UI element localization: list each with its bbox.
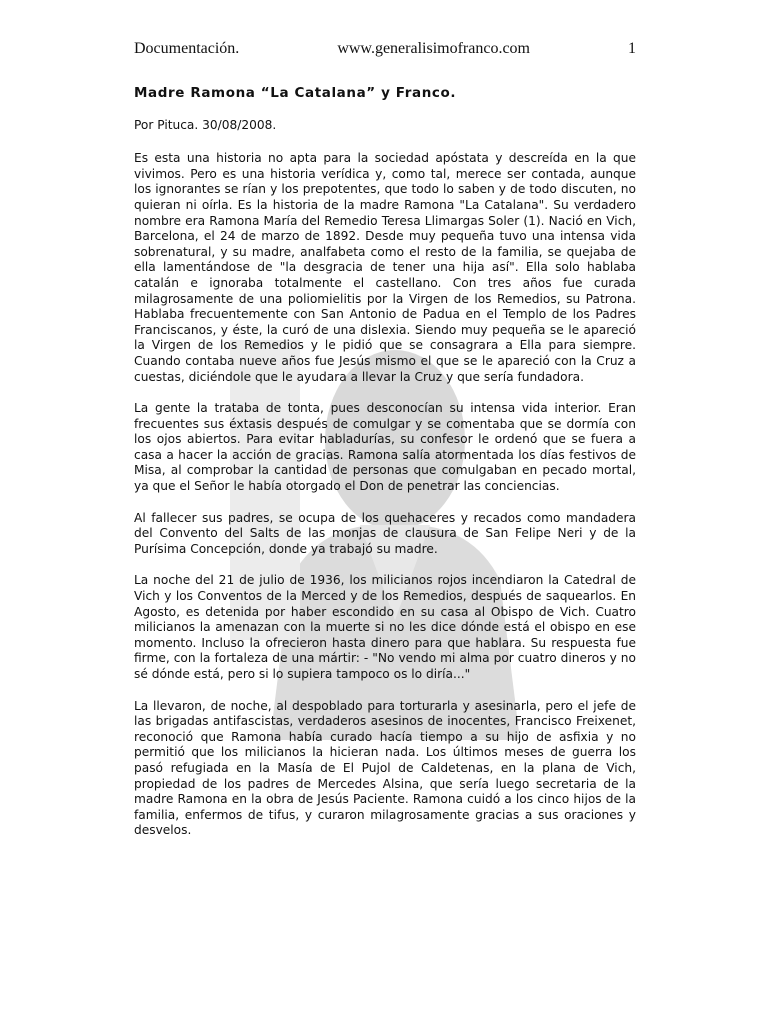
paragraph: La noche del 21 de julio de 1936, los milicianos rojos incendiaron la Catedral de Vich y los Conventos de la Merced y de los Remedios, después de saquearlos. En Agosto, es detenida por haber escondido en su casa al Obispo de Vich. Cuatro milicianos la amenazan con la muerte si no les dice dónde está el obispo en ese momento. Incluso la ofrecieron hasta dinero para que hablara. Su respuesta fue firme, con la fortaleza de una mártir: - "No vendo mi alma por cuatro dineros y no sé dónde está, pero si lo supiera tampoco os lo diría..." (134, 573, 636, 681)
header-website: www.generalisimofranco.com (337, 40, 530, 57)
header-section-label: Documentación. (134, 40, 240, 57)
paragraph: Al fallecer sus padres, se ocupa de los quehaceres y recados como mandadera del Convento del Salts de las monjas de clausura de San Felipe Neri y de la Purísima Concepción, donde ya trabajó su madre. (134, 510, 636, 556)
paragraph: Es esta una historia no apta para la sociedad apóstata y descreída en la que vivimos. Pero es una historia verídica y, como tal, merece ser contada, aunque los ignorantes se rían y los prepotentes, que todo lo saben y de todo discuten, no quieran ni oírla. Es la historia de la madre Ramona "La Catalana". Su verdadero nombre era Ramona María del Remedio Teresa Llimargas Soler (1). Nació en Vich, Barcelona, el 24 de marzo de 1892. Desde muy pequeña tuvo una intensa vida sobrenatural, y su madre, analfabeta como el resto de la familia, se quejaba de ella lamentándose de "la desgracia de tener una hija así". Ella solo hablaba catalán e ignoraba totalmente el castellano. Con tres años fue curada milagrosamente de una poliomielitis por la Virgen de los Remedios, su Patrona. Hablaba frecuentemente con San Antonio de Padua en el Templo de los Padres Franciscanos, y éste, la curó de una dislexia. Siendo muy pequeña se le apareció la Virgen de los Remedios y le pidió que se consagrara a Ella para siempre. Cuando contaba nueve años fue Jesús mismo el que se le apareció con la Cruz a cuestas, diciéndole que le ayudara a llevar la Cruz y que sería fundadora. (134, 151, 636, 384)
paragraph: La llevaron, de noche, al despoblado para torturarla y asesinarla, pero el jefe de las brigadas antifascistas, verdaderos asesinos de inocentes, Francisco Freixenet, reconoció que Ramona había curado hacía tiempo a su hijo de asfixia y no permitió que los milicianos la hicieran nada. Los últimos meses de guerra los pasó refugiada en la Masía de El Pujol de Caldetenas, en la plana de Vich, propiedad de los padres de Mercedes Alsina, que sería luego secretaria de la madre Ramona en la obra de Jesús Paciente. Ramona cuidó a los cinco hijos de la familia, enfermos de tifus, y curaron milagrosamente gracias a sus oraciones y desvelos. (134, 698, 636, 838)
article-body (134, 86, 636, 855)
page-header (134, 40, 636, 64)
page-number: 1 (628, 40, 636, 57)
article-title: Madre Ramona “La Catalana” y Franco. (134, 85, 457, 101)
article-byline: Por Pituca. 30/08/2008. (134, 117, 277, 132)
paragraph: La gente la trataba de tonta, pues desconocían su intensa vida interior. Eran frecuentes sus éxtasis después de comulgar y se comentaba que se dormía con los ojos abiertos. Para evitar habladurías, su confesor le ordenó que se fuera a casa a hacer la acción de gracias. Ramona salía atormentada los días festivos de Misa, al comprobar la cantidad de personas que comulgaban en pecado mortal, ya que el Señor le había otorgado el Don de penetrar las conciencias. (134, 401, 636, 494)
